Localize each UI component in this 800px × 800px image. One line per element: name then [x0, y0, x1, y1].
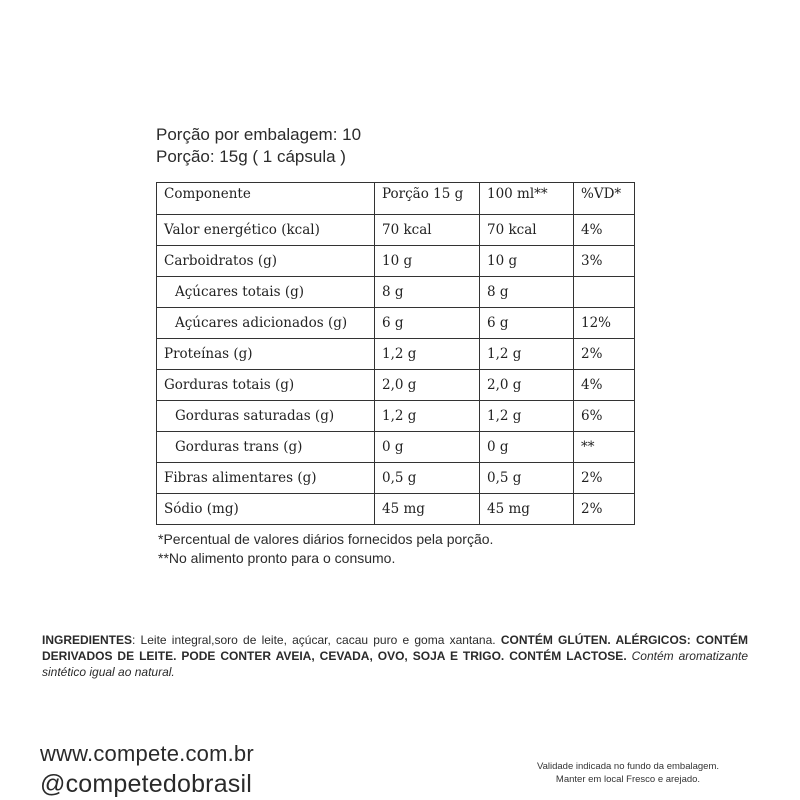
row-per100: 10 g	[480, 246, 574, 277]
table-row	[157, 308, 635, 339]
row-portion: 2,0 g	[375, 370, 480, 401]
row-vd: **	[574, 432, 635, 463]
ingredients-block	[42, 632, 748, 680]
validity-note	[505, 760, 751, 786]
row-per100: 0 g	[480, 432, 574, 463]
row-label: Carboidratos (g)	[157, 246, 375, 277]
social-handle[interactable]: @competedobrasil	[40, 770, 253, 798]
row-per100: 8 g	[480, 277, 574, 308]
row-label: Sódio (mg)	[157, 494, 375, 525]
row-vd: 2%	[574, 494, 635, 525]
row-label: Fibras alimentares (g)	[157, 463, 375, 494]
row-per100: 2,0 g	[480, 370, 574, 401]
gluten-warning: CONTÉM GLÚTEN.	[500, 633, 611, 647]
row-portion: 0 g	[375, 432, 480, 463]
row-vd: 2%	[574, 339, 635, 370]
table-row	[157, 401, 635, 432]
validity-line-2: Manter em local Fresco e arejado.	[555, 774, 701, 785]
contact-block	[40, 739, 254, 799]
table-row	[157, 463, 635, 494]
nutrition-table	[156, 182, 635, 525]
website-link[interactable]: www.compete.com.br	[40, 741, 254, 766]
header-per100: 100 ml**	[480, 183, 574, 215]
row-per100: 0,5 g	[480, 463, 574, 494]
row-vd: 6%	[574, 401, 635, 432]
row-vd: 4%	[574, 215, 635, 246]
table-row	[157, 246, 635, 277]
ingredients-title: INGREDIENTES	[42, 633, 133, 647]
footnote-ready: **No alimento pronto para o consumo.	[158, 550, 396, 566]
row-label: Gorduras trans (g)	[157, 432, 375, 463]
row-per100: 70 kcal	[480, 215, 574, 246]
table-row	[157, 370, 635, 401]
header-vd: %VD*	[574, 183, 635, 215]
row-portion: 10 g	[375, 246, 480, 277]
table-row	[157, 215, 635, 246]
row-per100: 1,2 g	[480, 401, 574, 432]
table-row	[157, 432, 635, 463]
row-vd: 4%	[574, 370, 635, 401]
ingredients-text: : Leite integral,soro de leite, açúcar, cacau puro e goma xantana.	[132, 633, 501, 647]
row-portion: 6 g	[375, 308, 480, 339]
validity-line-1: Validade indicada no fundo da embalagem.	[536, 761, 720, 772]
row-portion: 8 g	[375, 277, 480, 308]
table-header-row	[157, 183, 635, 215]
row-portion: 1,2 g	[375, 401, 480, 432]
row-label: Açúcares totais (g)	[157, 277, 375, 308]
row-vd: 3%	[574, 246, 635, 277]
row-label: Açúcares adicionados (g)	[157, 308, 375, 339]
row-vd: 12%	[574, 308, 635, 339]
row-portion: 70 kcal	[375, 215, 480, 246]
footnote-vd: *Percentual de valores diários fornecidos pela porção.	[158, 531, 494, 547]
row-vd	[574, 277, 635, 308]
row-label: Gorduras totais (g)	[157, 370, 375, 401]
aroma-note: Contém aromatizante sintético igual ao natural.	[42, 649, 748, 679]
portion-info	[156, 124, 361, 168]
row-per100: 1,2 g	[480, 339, 574, 370]
row-label: Gorduras saturadas (g)	[157, 401, 375, 432]
table-row	[157, 277, 635, 308]
row-per100: 45 mg	[480, 494, 574, 525]
row-label: Proteínas (g)	[157, 339, 375, 370]
table-row	[157, 339, 635, 370]
portion-serving: Porção: 15g ( 1 cápsula )	[156, 147, 346, 166]
row-vd: 2%	[574, 463, 635, 494]
allergens-warning: ALÉRGICOS: CONTÉM DERIVADOS DE LEITE. PODE CONTER AVEIA, CEVADA, OVO, SOJA E TRIGO. CONTÉM LACTOSE.	[42, 633, 748, 663]
portion-per-package: Porção por embalagem: 10	[156, 125, 362, 144]
header-component: Componente	[157, 183, 375, 215]
row-portion: 45 mg	[375, 494, 480, 525]
row-portion: 0,5 g	[375, 463, 480, 494]
header-portion: Porção 15 g	[375, 183, 480, 215]
table-row	[157, 494, 635, 525]
footnotes	[158, 530, 493, 568]
row-portion: 1,2 g	[375, 339, 480, 370]
row-per100: 6 g	[480, 308, 574, 339]
row-label: Valor energético (kcal)	[157, 215, 375, 246]
